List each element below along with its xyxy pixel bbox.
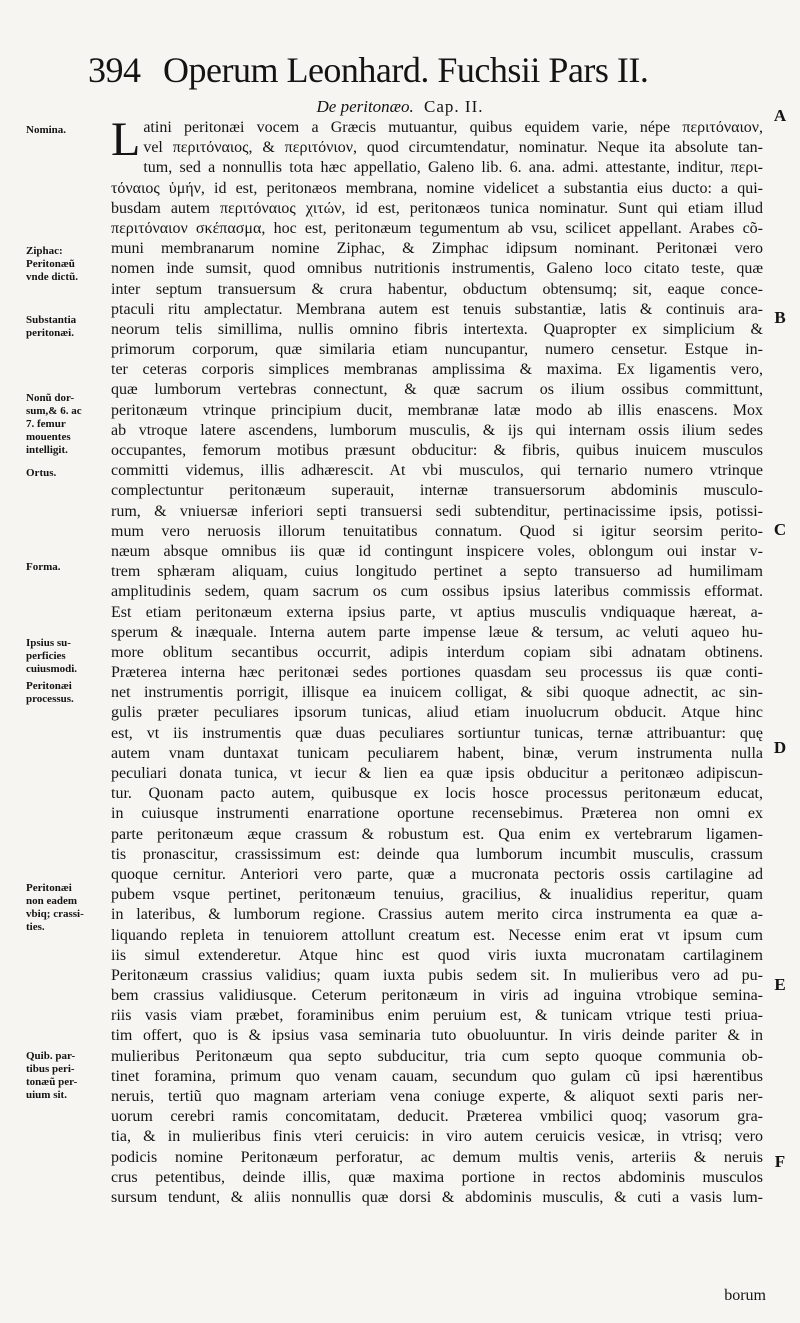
text-line: autem vnam duntaxat tunicam peculiarem habent, binæ, verum instrumenta nulla (111, 744, 763, 762)
text-line: committi videmus, illis adhærescit. At vbi musculos, qui ternario numero vtrinque (111, 462, 763, 480)
margin-note-processus (26, 680, 110, 706)
margin-note-line: perficies (26, 650, 66, 662)
margin-note-line: Ziphac: (26, 245, 63, 257)
page-header (88, 46, 728, 94)
text-line: est, vt iis instrumentis quæ duas peculiares sortiuntur tunicas, ternæ attribuantur: quę (111, 724, 763, 742)
margin-note-nomina (26, 124, 110, 137)
text-line: gulis præter peculiares ipsorum tunicas, aliud etiam inuolucrum obducit. Atque hinc (111, 704, 763, 722)
margin-note-line: Nonũ dor- (26, 392, 75, 404)
section-letter-b: B (774, 308, 786, 327)
text-line: net instrumentis porrigit, illisque ea inuicem colligat, & sibi quoque adnectit, ac sin- (111, 684, 763, 702)
text-line: inter septum transuersum & crura habentur, obductum obtensumq; sit, eaque conce- (111, 280, 763, 298)
text-line: tur. Quonam pacto autem, quibusque ex locis hosce processus peritonæum educat, (111, 785, 763, 803)
text-line: muni membranarum nomine Ziphac, & Zimphac idipsum nominant. Peritonæi vero (111, 240, 763, 258)
text-line: vel περιτόναιος, & περιτόνιον, quod circumtendatur, nominatur. Neque ita absolute tan- (143, 139, 763, 157)
margin-note-line: Substantia (26, 314, 77, 326)
margin-note-superficies (26, 637, 110, 676)
text-line: amplitudinis sedem, quam sacrum os cum ossibus ipsius lateribus commissis efformat. (111, 583, 763, 601)
text-line: podicis nomine Peritonæum perforatur, ac demum multis venis, arteriis & neruis (111, 1148, 763, 1166)
text-line: iis simul extenderetur. Atque hinc est quod viris iuxta mucronatam cartilaginem (111, 946, 763, 964)
text-line: bem crassius validiusque. Ceterum peritonæum in viris ad inguina vtrobique semina- (111, 987, 763, 1005)
margin-note-line: 7. femur (26, 418, 66, 430)
text-line: ter ceteras corporis simplices membranas amplissima & maxima. Ex ligamentis vero, (111, 361, 763, 379)
section-letter-e: E (774, 975, 786, 994)
text-line: nomen inde sumsit, quod omnibus nutritionis instrumentis, Galeno loco citato teste, quæ (111, 260, 763, 278)
margin-note-line: Ipsius su- (26, 637, 71, 649)
text-line: περιτόναιον σκέπασμα, hoc est, peritonæum tegumentum ab vsu, scilicet appellant. Arabes cõ- (111, 219, 763, 237)
margin-note-ortus (26, 467, 110, 480)
text-line: more oblitum secantibus occurrit, adipis interdum copiam sibi adnatam obtinens. (111, 643, 763, 661)
margin-note-line: peritonæi. (26, 327, 74, 339)
margin-note-peruium (26, 1050, 110, 1102)
text-line: in lateribus, & lumborum regione. Crassius autem merito circa instrumenta ea quæ a- (111, 906, 763, 924)
chapter-number: Cap. II. (424, 97, 484, 116)
margin-note-nonum-dorsum (26, 392, 110, 457)
text-line: trem sphæram aliquam, cuius longitudo pertinet a septo transuerso ad humilimam (111, 563, 763, 581)
margin-note-forma (26, 561, 110, 574)
text-line: in cuiusque instrumenti enarratione oportune recensebimus. Præterea non omni ex (111, 805, 763, 823)
text-line: mulieribus Peritonæum qua septo subducitur, tria cum septo quoque communia ob- (111, 1047, 763, 1065)
catchword: borum (724, 1287, 766, 1304)
text-line: complectuntur peritonæum superauit, internæ transuersorum abdominis musculo- (111, 482, 763, 500)
text-line: liquando repleta in tenuiorem attollunt creatum est. Necesse enim erat vt ipsum cum (111, 926, 763, 944)
margin-note-line: mouentes (26, 431, 71, 443)
margin-note-line: tonæũ per- (26, 1076, 78, 1088)
text-line: quæ lumborum vertebras connectunt, & quæ sacrum os ilium ossibus committunt, (111, 381, 763, 399)
margin-note-line: tibus peri- (26, 1063, 75, 1075)
text-line: parte peritonæum æque crassum & robustum est. Qua enim ex vertebrarum ligamen- (111, 825, 763, 843)
text-line: tim offert, quo is & ipsius vasa seminaria tuto obuoluuntur. In viris deinde pariter & in (111, 1027, 763, 1045)
running-title: Operum Leonhard. Fuchsii Pars II. (163, 50, 649, 90)
text-line: primorum corporum, quæ similaria etiam nuncupantur, numero censetur. Estque in- (111, 341, 763, 359)
text-line: pubem vsque pertinet, peritonæum tenuius, gracilius, & inualidius reperitur, quam (111, 886, 763, 904)
text-line: peritonæum vtrinque principium ducit, membranæ latæ modo ab illis enascens. Mox (111, 401, 763, 419)
margin-note-ziphac (26, 245, 110, 284)
text-line: crus petentibus, deinde illis, quæ maxima portione in rectos abdominis musculos (111, 1168, 763, 1186)
margin-note-line: sum,& 6. ac (26, 405, 82, 417)
main-text (111, 113, 763, 1249)
margin-note-line: cuiusmodi. (26, 663, 78, 675)
section-letter-d: D (773, 738, 787, 757)
text-line: tis pronascitur, crassissimum est: deinde qua lumborum incumbit musculis, crassum (111, 845, 763, 863)
text-line: quoque cernitur. Anteriori vero parte, quæ a mucronata pectoris ossis cartilagine ad (111, 865, 763, 883)
text-line (111, 1208, 763, 1228)
margin-note-line: non eadem (26, 895, 78, 907)
text-line: occupantes, femorum motibus præsunt obducitur: & fibris, quibus inuicem musculos (111, 442, 763, 459)
text-line: atini peritonæi vocem a Græcis mutuantur, quibus equidem varie, népe περιτόναιον, (143, 119, 763, 136)
text-line: tinet foramina, primum quo venam cauam, secundum quo gulam cũ ipsi hærentibus (111, 1067, 763, 1085)
text-line: Præterea interna hæc peritonæi sedes portiones quasdam seu processus iis quæ conti- (111, 664, 763, 682)
text-line: sursum tendunt, & aliis nonnullis quæ dorsi & abdominis musculis, & cuti a vasis lum- (111, 1188, 763, 1206)
page-number: 394 (88, 50, 141, 90)
text-line: tia, & in mulieribus finis vteri ceruicis: in viro autem ceruicis vesicæ, in vtrisq; vero (111, 1128, 763, 1146)
text-line: Est etiam peritonæum externa ipsius parte, vt aptius musculis vndiquaque hæreat, a- (111, 603, 763, 621)
text-line: uorum cerebri ramis concomitatam, deducit. Præterea vmbilici quoq; vasorum gra- (111, 1108, 763, 1126)
margin-note-line: ties. (26, 921, 45, 933)
margin-note-line: Ortus. (26, 467, 57, 479)
text-line: ab vtroque latere ascendens, lumborum musculis, & ijs qui internam ossis ilium sedes (111, 421, 763, 439)
margin-note-line: Quib. par- (26, 1050, 76, 1062)
margin-note-line: Peritonæũ (26, 258, 75, 270)
margin-note-line: Peritonæi (26, 680, 72, 692)
text-line: peculiari donata tunica, vt iecur & lien ea quæ ipsis obducitur a peritonæo adipiscun- (111, 765, 763, 782)
text-line: næum absque omnibus iis quæ id contingunt inspicere voles, oblongum oui instar v- (111, 542, 763, 560)
margin-note-line: Forma. (26, 561, 61, 573)
section-letter-f: F (774, 1152, 786, 1171)
margin-note-line: uium sit. (26, 1089, 67, 1101)
text-line: neruis, tertiũ quo magnam arteriam vena coniuge experte, & aliquot sexti paris ner- (111, 1088, 763, 1105)
text-line: tum, sed a nonnullis tota hæc appellatio, Galeno lib. 6. ana. admi. attestante, inditur, περι- (143, 159, 763, 177)
text-line: sperum & inæquale. Interna autem parte impense læue & tersum, ac veluti aqueo hu- (111, 623, 763, 641)
text-line: neorum telis simillima, nullis omnino fibris intertexta. Quapropter ex simplicium & (111, 320, 763, 338)
text-line: Peritonæum crassius validius; quam iuxta pubis sedem sit. In mulieribus vero ad pu- (111, 966, 763, 984)
margin-note-crassities (26, 882, 110, 934)
margin-note-substantia (26, 314, 110, 340)
section-letter-c: C (773, 520, 787, 539)
text-line: rum, & vniuersæ inferiori septi transuersi sedi subtenditur, pertinacissime ipsis, potissi- (111, 502, 763, 520)
text-line: τόναιος ὑμήν, id est, peritonæos membrana, nomine videlicet a substantia eius ducto: a qui- (111, 179, 763, 197)
text-line: ptaculi ritu amplectatur. Membrana autem est tenuis substantiæ, latis & continuis ara- (111, 300, 763, 318)
section-letter-a: A (773, 106, 787, 125)
text-line (111, 1228, 763, 1248)
chapter-title: De peritonæo. (316, 97, 414, 116)
margin-note-line: Nomina. (26, 124, 67, 136)
text-line: mum vero neruosis illorum tenuitatibus connatum. Quod si igitur seorsim perito- (111, 522, 763, 540)
text-line: busdam autem περιτόναιος χιτών, id est, peritonæos tunica nominatur. Sunt qui etiam illud (111, 199, 763, 217)
margin-note-line: vbiq; crassi- (26, 908, 84, 920)
margin-note-line: processus. (26, 693, 74, 705)
text-line: riis vasis viam præbet, foraminibus enim peruium est, & tunicam vtrique testi priua- (111, 1007, 763, 1025)
margin-note-line: vnde dictũ. (26, 271, 78, 283)
margin-note-line: intelligit. (26, 444, 68, 456)
drop-cap: L (111, 113, 141, 166)
margin-note-line: Peritonæi (26, 882, 72, 894)
